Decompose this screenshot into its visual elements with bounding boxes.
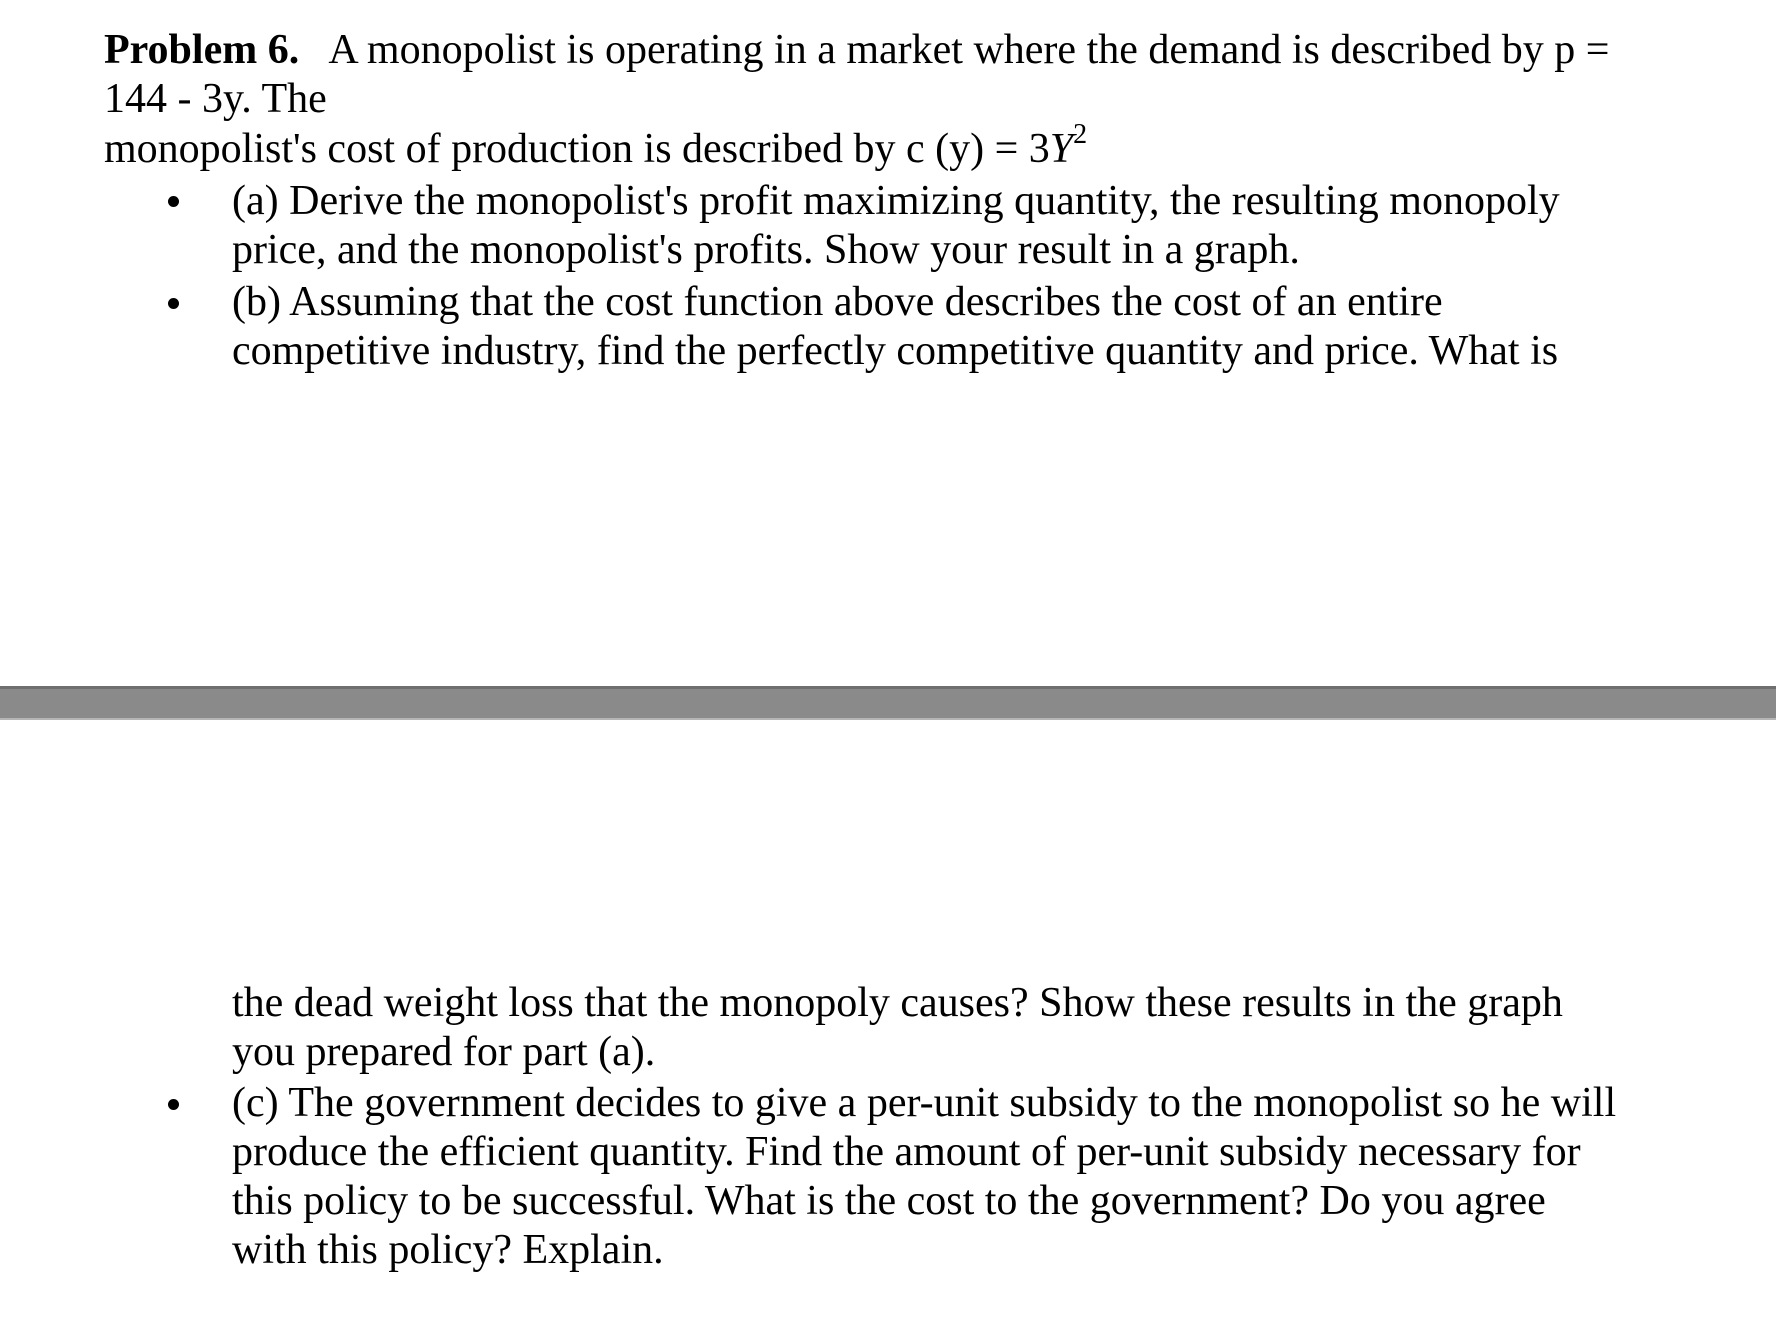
problem-title-line [104, 25, 1609, 75]
part-b-text-3: the dead weight loss that the monopoly causes? Show these results in the graph [232, 980, 1563, 1026]
part-b-text-4: you prepared for part (a). [232, 1029, 656, 1075]
bullet-part-a [168, 196, 179, 207]
page-break-divider [0, 686, 1776, 720]
cost-function-line [104, 119, 1088, 174]
intro-text-1: A monopolist is operating in a market where the demand is described by p = [328, 27, 1610, 73]
cost-exponent: 2 [1073, 119, 1088, 150]
intro-text-2: 144 - 3y. The [104, 76, 327, 122]
part-c-text-2: produce the efficient quantity. Find the amount of per-unit subsidy necessary for [232, 1129, 1581, 1175]
part-b-text-1: (b) Assuming that the cost function above describes the cost of an entire [232, 279, 1443, 325]
part-c-text-4: with this policy? Explain. [232, 1227, 664, 1273]
part-c-text-1: (c) The government decides to give a per-unit subsidy to the monopolist so he will [232, 1080, 1617, 1126]
part-b-text-2: competitive industry, find the perfectly competitive quantity and price. What is [232, 328, 1559, 374]
cost-prefix: monopolist's cost of production is described by c (y) = 3 [104, 126, 1050, 172]
part-a-text-2: price, and the monopolist's profits. Show your result in a graph. [232, 227, 1300, 273]
problem-heading: Problem 6. [104, 27, 300, 73]
bullet-part-c [168, 1099, 179, 1110]
bullet-part-b [168, 298, 179, 309]
part-a-text-1: (a) Derive the monopolist's profit maximizing quantity, the resulting monopoly [232, 178, 1560, 224]
cost-variable: Y [1049, 126, 1074, 172]
part-c-text-3: this policy to be successful. What is the cost to the government? Do you agree [232, 1178, 1546, 1224]
